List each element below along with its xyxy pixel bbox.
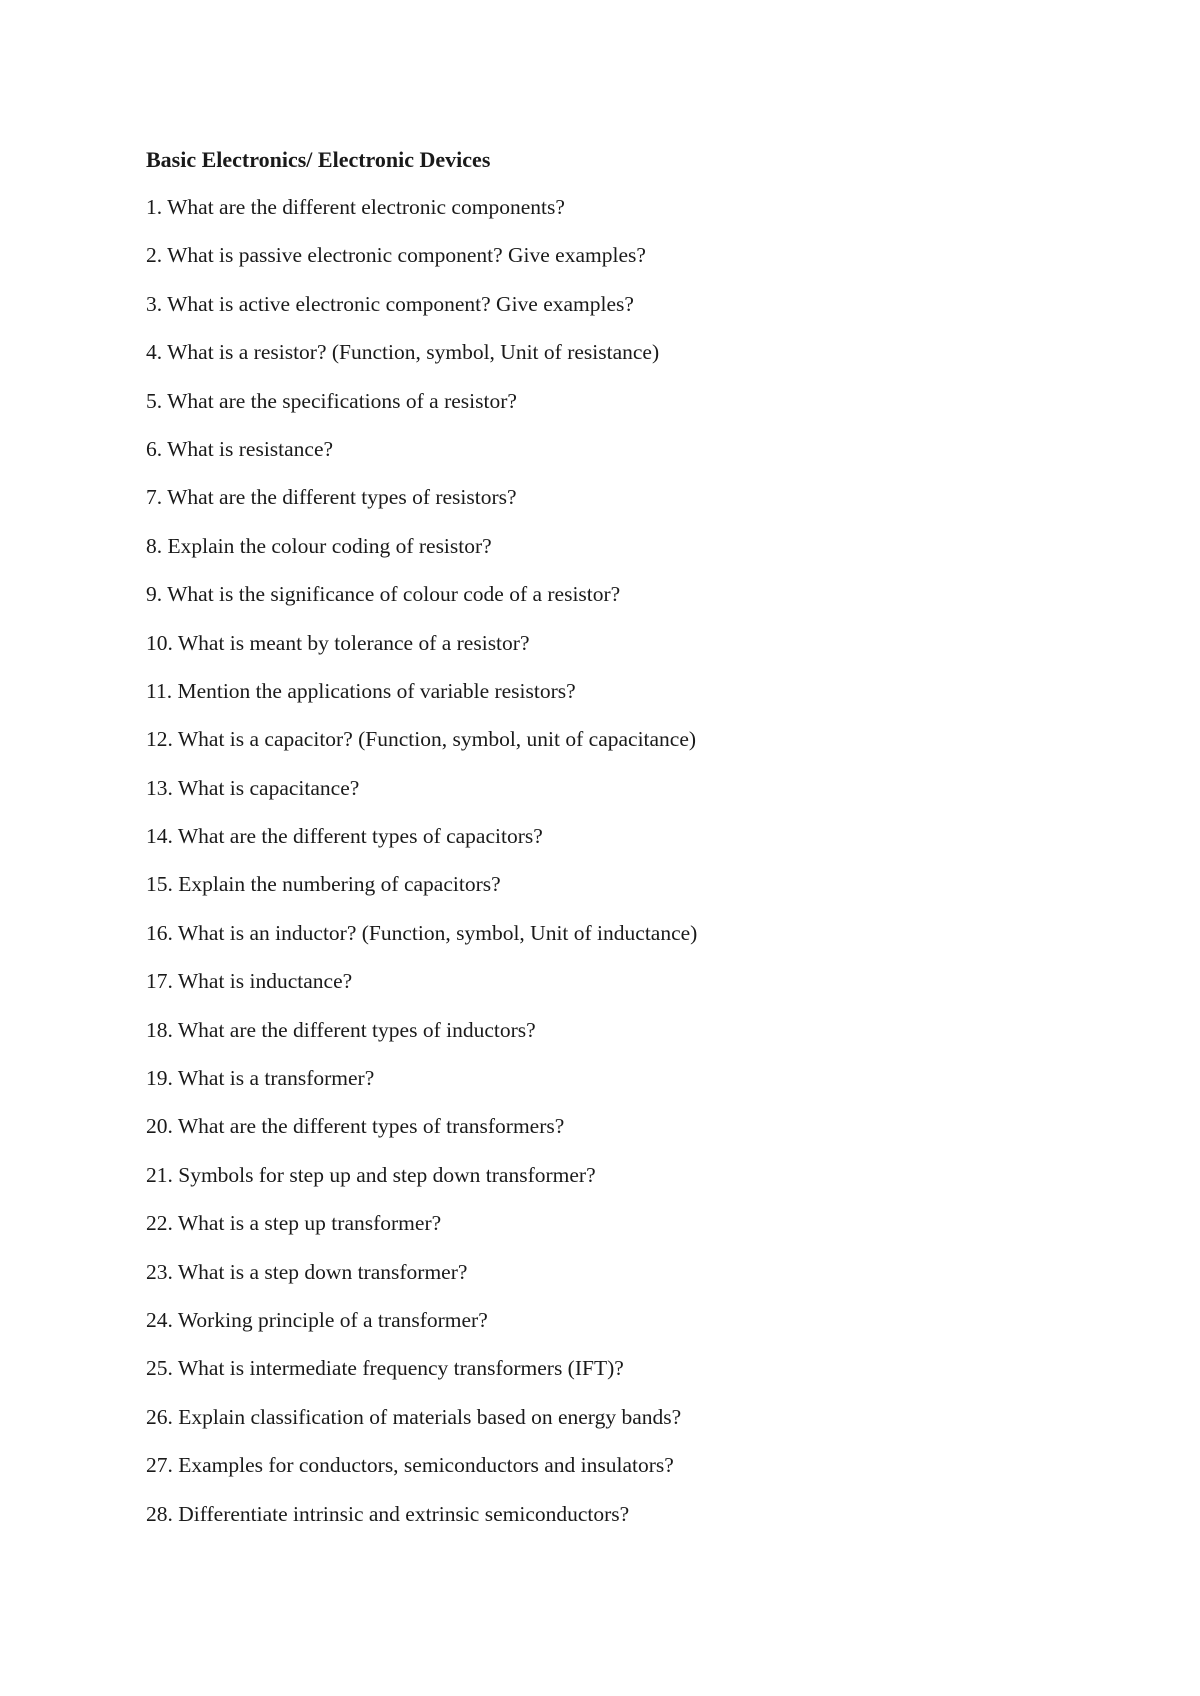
document-title: Basic Electronics/ Electronic Devices (146, 147, 491, 172)
question-item: 15. Explain the numbering of capacitors? (146, 872, 501, 897)
question-item: 4. What is a resistor? (Function, symbol, Unit of resistance) (146, 340, 660, 365)
question-item: 27. Examples for conductors, semiconductors and insulators? (146, 1453, 674, 1478)
question-item: 22. What is a step up transformer? (146, 1211, 442, 1236)
question-item: 17. What is inductance? (146, 969, 353, 994)
question-item: 23. What is a step down transformer? (146, 1259, 468, 1284)
question-item: 21. Symbols for step up and step down transformer? (146, 1162, 596, 1187)
question-item: 24. Working principle of a transformer? (146, 1307, 488, 1332)
question-item: 8. Explain the colour coding of resistor? (146, 533, 492, 558)
question-item: 25. What is intermediate frequency transformers (IFT)? (146, 1356, 624, 1381)
question-item: 19. What is a transformer? (146, 1066, 375, 1091)
question-item: 5. What are the specifications of a resistor? (146, 388, 517, 413)
question-list (146, 193, 697, 1548)
question-item: 12. What is a capacitor? (Function, symbol, unit of capacitance) (146, 727, 697, 752)
question-item: 26. Explain classification of materials based on energy bands? (146, 1404, 682, 1429)
question-item: 7. What are the different types of resistors? (146, 485, 517, 510)
question-item: 6. What is resistance? (146, 436, 334, 461)
question-item: 2. What is passive electronic component? Give examples? (146, 243, 646, 268)
question-item: 16. What is an inductor? (Function, symbol, Unit of inductance) (146, 920, 698, 945)
question-item: 1. What are the different electronic components? (146, 195, 565, 219)
question-item: 28. Differentiate intrinsic and extrinsic semiconductors? (146, 1501, 630, 1526)
question-item: 18. What are the different types of inductors? (146, 1017, 536, 1042)
question-item: 14. What are the different types of capacitors? (146, 824, 543, 849)
question-item: 13. What is capacitance? (146, 775, 360, 800)
question-item: 3. What is active electronic component? Give examples? (146, 291, 634, 316)
question-item: 20. What are the different types of transformers? (146, 1114, 565, 1139)
question-item: 10. What is meant by tolerance of a resistor? (146, 630, 530, 655)
question-item: 11. Mention the applications of variable resistors? (146, 678, 576, 703)
question-item: 9. What is the significance of colour code of a resistor? (146, 582, 621, 607)
